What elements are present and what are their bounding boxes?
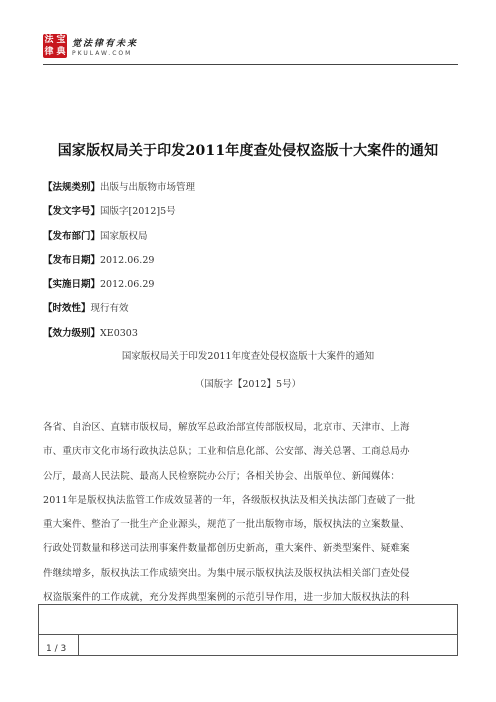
meta-value: 现行有效: [90, 303, 129, 315]
meta-value: 出版与出版物市场管理: [100, 182, 196, 193]
meta-key: 【法规类别】: [43, 182, 101, 193]
page-title: 国家版权局关于印发2011年度查处侵权盗版十大案件的通知: [57, 143, 439, 159]
meta-key: 【发布部门】: [43, 230, 101, 242]
meta-value: 国版字[2012]5号: [100, 206, 176, 218]
meta-key: 【实施日期】: [43, 279, 101, 291]
meta-category: [43, 182, 195, 206]
meta-publish-date: [43, 255, 195, 279]
meta-key: 【效力级别】: [43, 327, 101, 339]
body-line: 各省、自治区、直辖市版权局，解放军总政治部宣传部版权局，北京市、天津市、上海: [43, 422, 410, 433]
meta-doc-number: [43, 206, 195, 230]
meta-key: 【时效性】: [43, 303, 91, 315]
page-number: 1 / 3: [46, 644, 67, 654]
footer-bar: [38, 634, 458, 656]
metadata-block: [43, 182, 195, 352]
body-line: 公厅，最高人民法院、最高人民检察院办公厅；各相关协会、出版单位、新闻媒体：: [43, 470, 401, 482]
meta-key: 【发布日期】: [43, 254, 101, 266]
document-heading: 国家版权局关于印发2011年度查处侵权盗版十大案件的通知: [121, 351, 375, 362]
seal-char: 宝: [56, 35, 66, 45]
brand-domain: PKULAW.COM: [72, 49, 133, 57]
brand-slogan: 觉法律有未来: [72, 38, 139, 49]
meta-value: 国家版权局: [100, 230, 148, 242]
body-line: 2011年是版权执法监管工作成效显著的一年，各级版权执法及相关执法部门查破了一批: [43, 494, 416, 506]
meta-validity: [43, 303, 195, 327]
header-divider: [43, 64, 458, 65]
meta-effective-date: [43, 279, 195, 303]
meta-issuer: [43, 231, 195, 255]
seal-char: 典: [56, 47, 66, 57]
body-text: [43, 422, 463, 616]
document-number: （国版字【2012】5号）: [194, 379, 302, 390]
logo-seal: [43, 34, 67, 58]
seal-char: 律: [44, 47, 54, 57]
logo-text: [72, 36, 138, 57]
body-line: 件继续增多，版权执法工作成绩突出。为集中展示版权执法及版权执法相关部门查处侵: [43, 567, 410, 579]
seal-char: 法: [44, 35, 54, 45]
meta-value: 2012.06.29: [100, 254, 155, 266]
footer-box: [38, 604, 458, 635]
body-line: 权盗版案件的工作成就，充分发挥典型案例的示范引导作用，进一步加大版权执法的科: [43, 592, 410, 604]
body-line: 重大案件、整治了一批生产企业源头，规范了一批出版物市场，版权执法的立案数量、: [43, 519, 410, 531]
body-line: 市、重庆市文化市场行政执法总队；工业和信息化部、公安部、海关总署、工商总局办: [43, 446, 410, 458]
pkulaw-logo: [43, 34, 138, 58]
meta-value: XE0303: [100, 327, 138, 339]
body-line: 行政处罚数量和移送司法刑事案件数量都创历史新高，重大案件、新类型案件、疑难案: [43, 543, 410, 555]
meta-value: 2012.06.29: [100, 279, 155, 291]
meta-key: 【发文字号】: [43, 206, 101, 218]
footer-divider: [78, 634, 79, 656]
